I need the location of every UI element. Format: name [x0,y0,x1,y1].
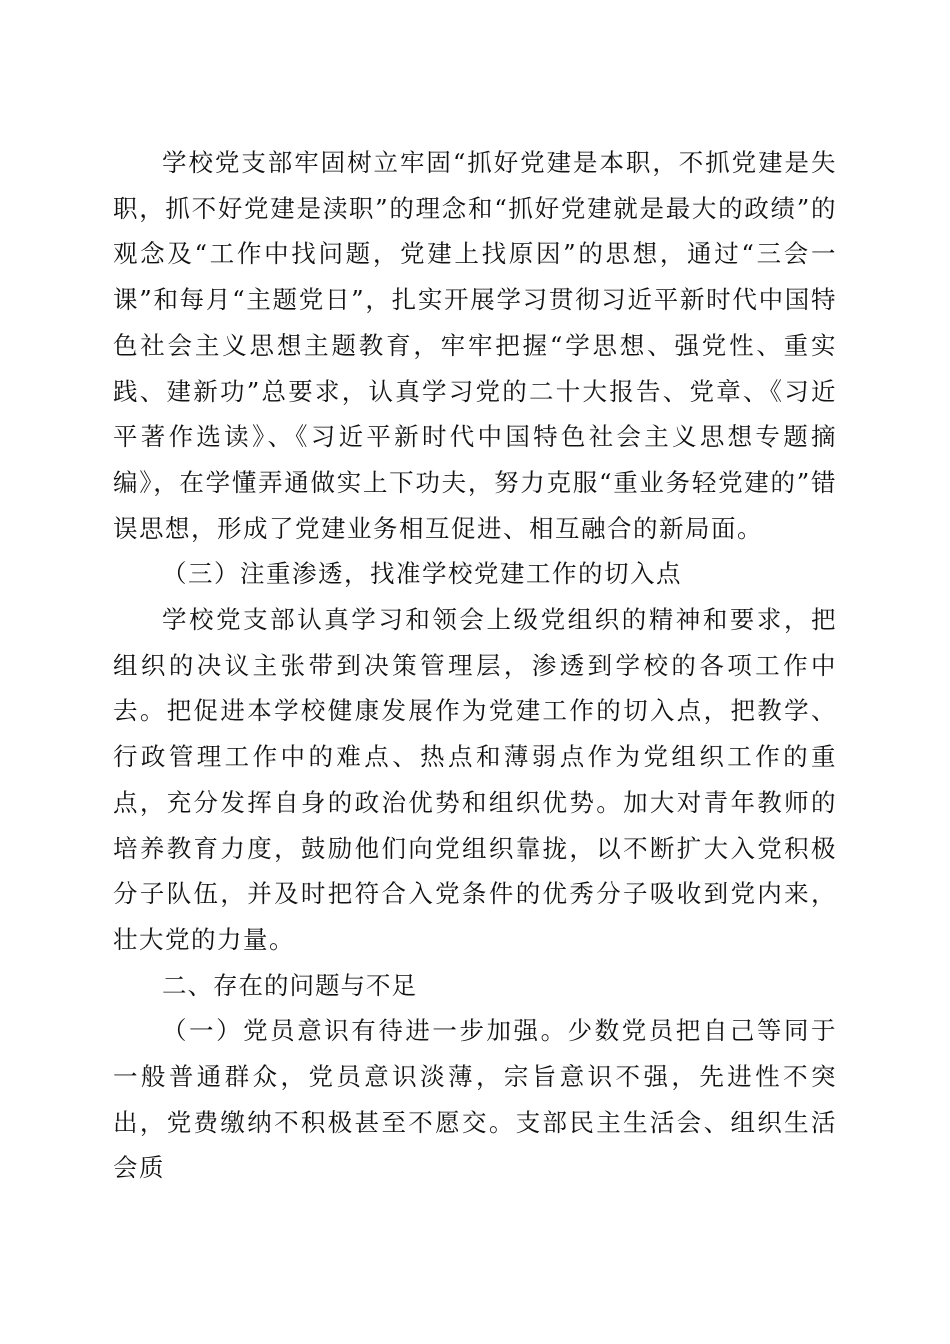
paragraph-party-awareness: （一）党员意识有待进一步加强。少数党员把自己等同于一般普通群众，党员意识淡薄，宗旨意识不强，先进性不突出，党费缴纳不积极甚至不愿交。支部民主生活会、组织生活会质 [113,1016,837,1183]
heading-problems: 二、存在的问题与不足 [162,970,417,1000]
subheading-section-3: （三）注重渗透，找准学校党建工作的切入点 [162,559,682,589]
paragraph-party-building-philosophy: 学校党支部牢固树立牢固“抓好党建是本职，不抓党建是失职，抓不好党建是渎职”的理念和“抓好党建就是最大的政绩”的观念及“工作中找问题，党建上找原因”的思想，通过“三会一课”和每月“主题党日”，扎实开展学习贯彻习近平新时代中国特色社会主义思想主题教育，牢牢把握“学思想、强党性、重实践、建新功”总要求，认真学习党的二十大报告、党章、《习近平著作选读》、《习近平新时代中国特色社会主义思想专题摘编》，在学懂弄通做实上下功夫，努力克服“重业务轻党建的”错误思想，形成了党建业务相互促进、相互融合的新局面。 [113,148,837,543]
document-body [113,140,837,1191]
paragraph-penetration: 学校党支部认真学习和领会上级党组织的精神和要求，把组织的决议主张带到决策管理层，渗透到学校的各项工作中去。把促进本学校健康发展作为党建工作的切入点，把教学、行政管理工作中的难点、热点和薄弱点作为党组织工作的重点，充分发挥自身的政治优势和组织优势。加大对青年教师的培养教育力度，鼓励他们向党组织靠拢，以不断扩大入党积极分子队伍，并及时把符合入党条件的优秀分子吸收到党内来，壮大党的力量。 [113,605,837,954]
